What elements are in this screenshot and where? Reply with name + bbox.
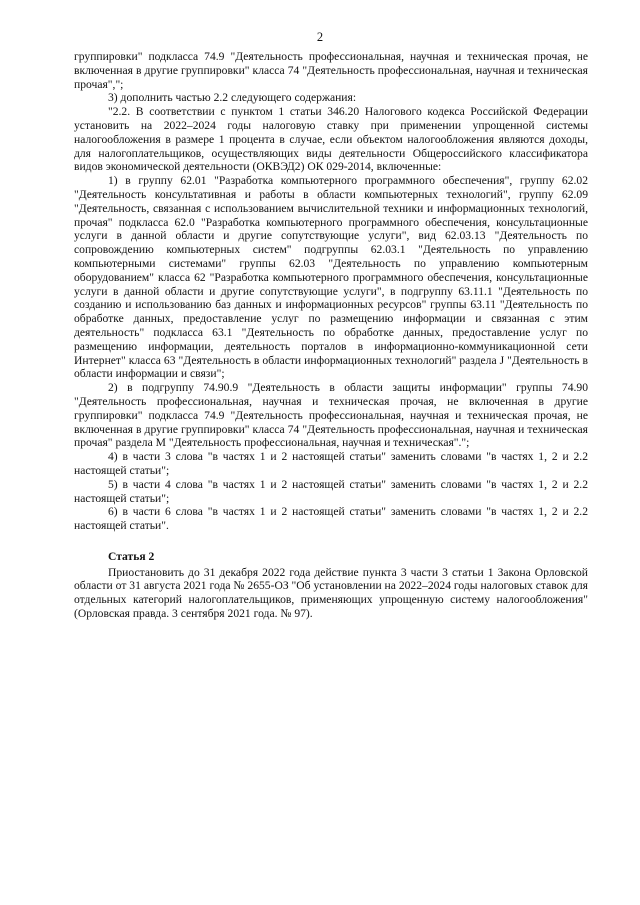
- paragraph-subitem-1: 1) в группу 62.01 "Разработка компьютерного программного обеспечения", группу 62.02 "Деятельность консультативная и работы в области компьютерных технологий", группу 62.09 "Деятельность, связанная с использованием вычислительной техники и информационных технологий, прочая" подкласса 62.0 "Разработка компьютерного программного обеспечения, консультационные услуги в данной области и другие сопутствующие услуги", вид 62.03.13 "Деятельность по сопровождению компьютерных систем" подгруппы 62.03.1 "Деятельность по управлению компьютерными системами" группы 62.03 "Деятельность по управлению компьютерным оборудованием" класса 62 "Разработка компьютерного программного обеспечения, консультационные услуги в данной области и другие сопутствующие услуги", в подгруппу 63.11.1 "Деятельность по созданию и использованию баз данных и информационных ресурсов" группы 63.11 "Деятельность по обработке данных, предоставление услуг по размещению информации и связанная с этим деятельность" подкласса 63.1 "Деятельность по обработке данных, предоставление услуг по размещению информации, деятельность порталов в информационно-коммуникационной сети Интернет" класса 63 "Деятельность в области информационных технологий" раздела J "Деятельность в области информации и связи";: [74, 174, 588, 381]
- page-number: 2: [316, 30, 324, 44]
- document-body: [74, 50, 588, 621]
- paragraph-part-2-2: "2.2. В соответствии с пунктом 1 статьи 346.20 Налогового кодекса Российской Федерации установить на 2022–2024 годы налоговую ставку при применении упрощенной системы налогообложения в размере 1 процента в случае, если объектом налогообложения являются доходы, для налогоплательщиков, осуществляющих виды деятельности Общероссийского классификатора видов экономической деятельности (ОКВЭД2) ОК 029-2014, включенные:: [74, 105, 588, 174]
- paragraph-subitem-2: 2) в подгруппу 74.90.9 "Деятельность в области защиты информации" группы 74.90 "Деятельность профессиональная, научная и техническая прочая, не включенная в другие группировки" подкласса 74.9 "Деятельность профессиональная, научная и техническая прочая, не включенная в другие группировки" класса 74 "Деятельность профессиональная, научная и техническая прочая" раздела M "Деятельность профессиональная, научная и техническая".";: [74, 381, 588, 450]
- paragraph-item-5: 5) в части 4 слова "в частях 1 и 2 настоящей статьи" заменить словами "в частях 1, 2 и 2.2 настоящей статьи";: [74, 477, 588, 505]
- paragraph-item-3: 3) дополнить частью 2.2 следующего содержания:: [108, 91, 357, 105]
- article-2-text: Приостановить до 31 декабря 2022 года действие пункта 3 части 3 статьи 1 Закона Орловской области от 31 августа 2021 года № 2655-ОЗ "Об установлении на 2022–2024 годы налоговых ставок для отдельных категорий налогоплательщиков, применяющих упрощенную систему налогообложения" (Орловская правда. 3 сентября 2021 года. № 97).: [74, 565, 588, 621]
- article-2-heading: Статья 2: [108, 549, 155, 563]
- paragraph-item-6: 6) в части 6 слова "в частях 1 и 2 настоящей статьи" заменить словами "в частях 1, 2 и 2.2 настоящей статьи".: [74, 505, 588, 533]
- paragraph-item-4: 4) в части 3 слова "в частях 1 и 2 настоящей статьи" заменить словами "в частях 1, 2 и 2.2 настоящей статьи";: [74, 450, 588, 477]
- paragraph-continuation: группировки" подкласса 74.9 "Деятельность профессиональная, научная и техническая прочая, не включенная в другие группировки" класса 74 "Деятельность профессиональная, научная и техническая прочая",";: [74, 50, 588, 91]
